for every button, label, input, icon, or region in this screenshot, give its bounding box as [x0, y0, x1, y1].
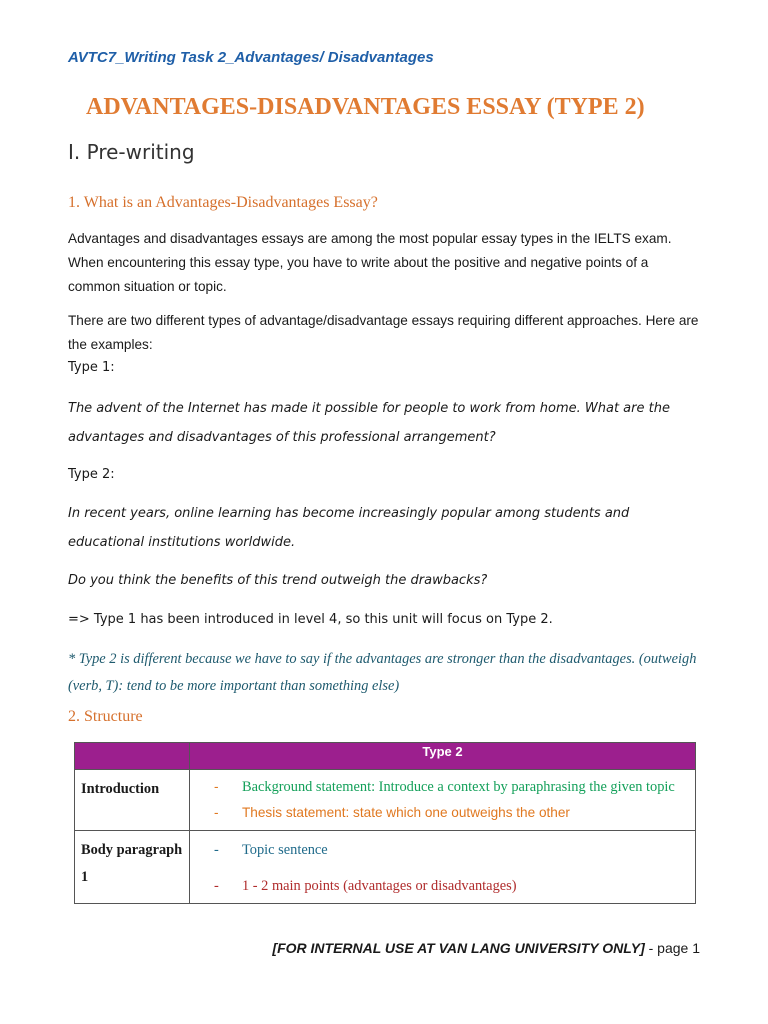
type1-example: The advent of the Internet has made it possible for people to work from home. What are the advantages and disadvantages of this professional arrangement?: [68, 401, 670, 445]
table-row: [75, 770, 696, 831]
row-content-introduction: [190, 770, 696, 831]
table-row: [75, 831, 696, 904]
bullet-dash: -: [214, 779, 219, 794]
main-points: 1 - 2 main points (advantages or disadvantages): [242, 878, 517, 894]
bullet-dash: -: [214, 878, 219, 894]
table-header-empty: [75, 743, 190, 770]
type2-question: Do you think the benefits of this trend outweigh the drawbacks?: [68, 573, 488, 588]
list-item: [214, 774, 685, 800]
page-number: - page 1: [644, 940, 700, 956]
background-statement: Background statement: Introduce a context by paraphrasing the given topic: [242, 779, 675, 795]
list-item: [214, 800, 685, 826]
bullet-dash: -: [214, 805, 219, 820]
type1-label: Type 1:: [68, 360, 115, 375]
bullet-dash: -: [214, 842, 219, 858]
type2-example: In recent years, online learning has become increasingly popular among students and educational institutions worldwide.: [68, 506, 630, 550]
internal-use-notice: [FOR INTERNAL USE AT VAN LANG UNIVERSITY ONLY]: [272, 940, 645, 956]
focus-statement: => Type 1 has been introduced in level 4, so this unit will focus on Type 2.: [68, 612, 553, 627]
row-content-body-paragraph-1: [190, 831, 696, 904]
page-footer: [272, 940, 700, 956]
paragraph-intro: Advantages and disadvantages essays are among the most popular essay types in the IELTS exam. When encountering this essay type, you have to write about the positive and negative points of a common situation or topic.: [68, 231, 672, 294]
thesis-statement: Thesis statement: state which one outweighs the other: [242, 805, 570, 820]
table-header-type2: Type 2: [190, 743, 696, 770]
structure-table: [74, 742, 696, 904]
list-item: [214, 873, 685, 899]
course-header: AVTC7_Writing Task 2_Advantages/ Disadvantages: [68, 49, 434, 66]
type2-label: Type 2:: [68, 467, 115, 482]
list-item: [214, 837, 685, 863]
row-label-introduction: Introduction: [75, 770, 190, 831]
row-label-body-paragraph-1: Body paragraph 1: [75, 831, 190, 904]
document-title: ADVANTAGES-DISADVANTAGES ESSAY (TYPE 2): [86, 94, 645, 120]
topic-sentence: Topic sentence: [242, 842, 328, 858]
paragraph-types: There are two different types of advantage/disadvantage essays requiring different approaches. Here are the examples:: [68, 313, 699, 352]
table-header-row: [75, 743, 696, 770]
subheading-structure: 2. Structure: [68, 708, 143, 725]
subheading-what-is: 1. What is an Advantages-Disadvantages Essay?: [68, 194, 378, 211]
section-heading-prewriting: I. Pre-writing: [68, 140, 195, 164]
type2-note: * Type 2 is different because we have to say if the advantages are stronger than the disadvantages. (outweigh (verb, T): tend to be more important than something else): [68, 651, 697, 694]
